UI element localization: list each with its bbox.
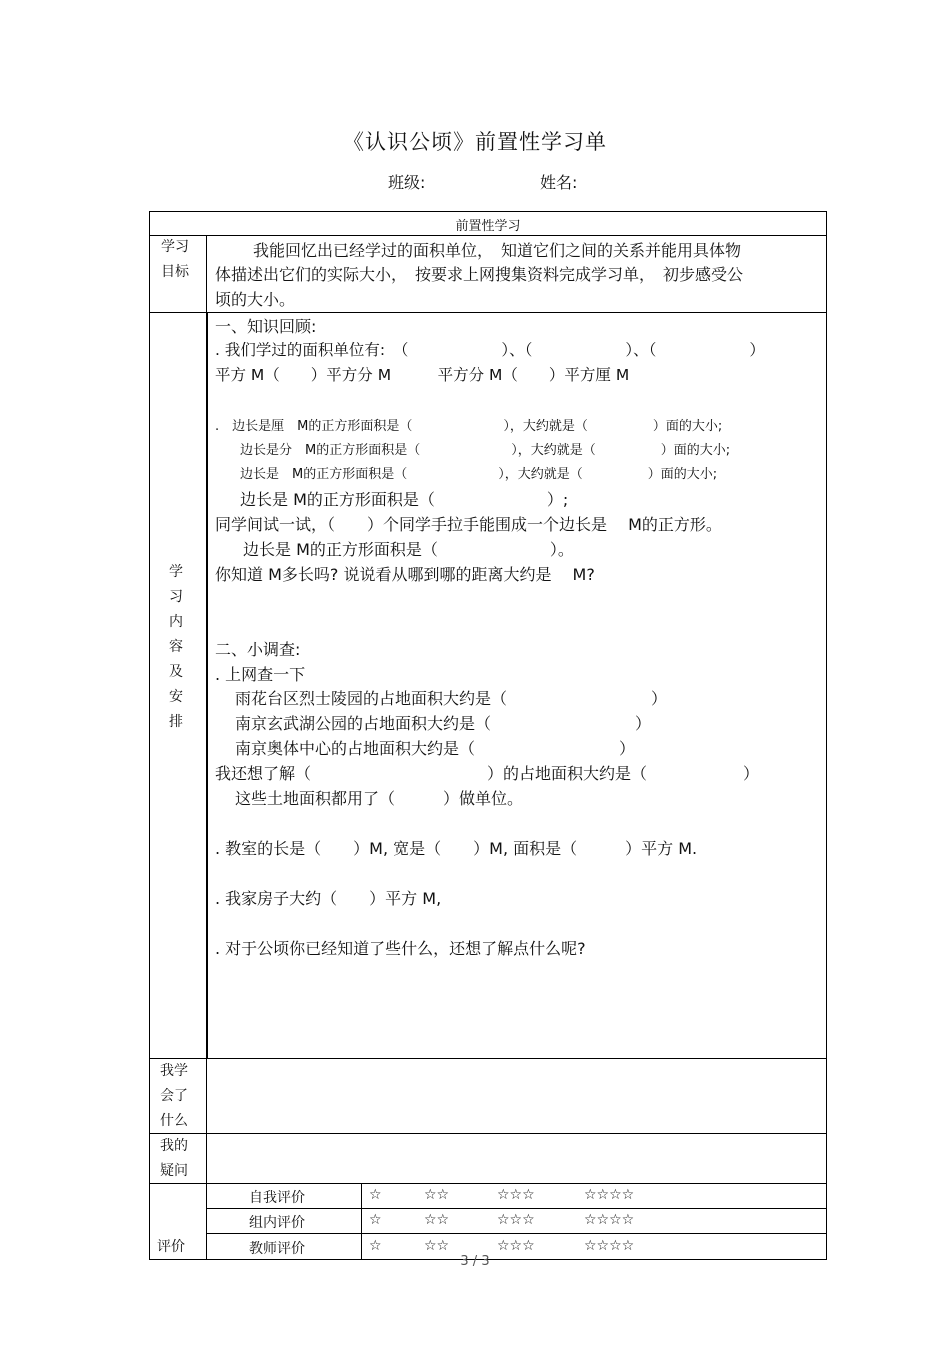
section-heading: 一、知识回顾: [215, 317, 317, 336]
questions-label: 疑问 [160, 1163, 188, 1179]
question-line: . 我家房子大约（ ）平方 M, [215, 889, 442, 908]
learned-label: 我学 [160, 1063, 188, 1079]
star-rating-1[interactable]: ☆ [369, 1238, 382, 1254]
goal-divider [149, 312, 827, 313]
star-rating-2[interactable]: ☆☆ [424, 1212, 450, 1228]
content-label-char: 排 [169, 714, 183, 730]
table-border-top [149, 211, 827, 212]
goal-text-line: 顷的大小。 [215, 290, 296, 309]
eval-row-name: 组内评价 [249, 1215, 305, 1231]
star-rating-3[interactable]: ☆☆☆ [497, 1238, 535, 1254]
questions-divider [149, 1183, 827, 1184]
question-line: 边长是 M的正方形面积是（ ）; [240, 490, 569, 509]
question-line: 平方 M（ ）平方分 M 平方分 M（ ）平方厘 M [215, 366, 630, 384]
content-label-char: 学 [169, 564, 183, 580]
star-rating-1[interactable]: ☆ [369, 1212, 382, 1228]
evaluation-label: 评价 [157, 1239, 185, 1255]
learned-label: 会了 [160, 1088, 188, 1104]
eval-name-column-divider [361, 1183, 362, 1260]
star-rating-1[interactable]: ☆ [369, 1187, 382, 1203]
study-sheet-table [149, 211, 827, 1260]
eval-row-name: 自我评价 [249, 1190, 305, 1206]
question-line: 同学间试一试，（ ）个同学手拉手能围成一个边长是 M的正方形。 [215, 515, 722, 534]
star-rating-3[interactable]: ☆☆☆ [497, 1212, 535, 1228]
question-line: 我还想了解（ ）的占地面积大约是（ ） [215, 764, 760, 783]
class-label: 班级: [388, 173, 426, 192]
eval-row-name: 教师评价 [249, 1241, 305, 1257]
eval-row-divider [206, 1208, 827, 1209]
section-header: 前置性学习 [455, 219, 521, 234]
page-title: 《认识公顷》前置性学习单 [343, 130, 607, 154]
question-line: . 教室的长是（ ）M, 宽是（ ）M, 面积是（ ）平方 M. [215, 839, 698, 858]
question-line: . 对于公顷你已经知道了些什么，还想了解点什么呢? [215, 939, 586, 958]
goal-label: 学习 [161, 239, 189, 255]
table-border-left [149, 211, 150, 1260]
learned-label: 什么 [160, 1113, 188, 1129]
content-label-char: 及 [169, 664, 183, 680]
question-line: . 我们学过的面积单位有: （ ）、（ ）、（ ） [215, 341, 765, 359]
table-border-right [826, 211, 827, 1260]
question-line: 边长是 M的正方形面积是（ ），大约就是（ ）面的大小; [240, 467, 718, 482]
header-divider [149, 235, 827, 236]
question-line: . 上网查一下 [215, 665, 306, 684]
question-line: 南京玄武湖公园的占地面积大约是（ ） [235, 714, 652, 733]
question-line: 南京奥体中心的占地面积大约是（ ） [235, 739, 636, 758]
content-label-char: 内 [169, 614, 183, 630]
question-line: 你知道 M多长吗? 说说看从哪到哪的距离大约是 M? [215, 565, 595, 584]
page-number: 3 / 3 [460, 1254, 490, 1269]
star-rating-4[interactable]: ☆☆☆☆ [584, 1212, 635, 1228]
content-divider [149, 1058, 827, 1059]
content-label-char: 安 [169, 689, 183, 705]
eval-row-divider [206, 1233, 827, 1234]
goal-text-line: 体描述出它们的实际大小， 按要求上网搜集资料完成学习单， 初步感受公 [215, 265, 744, 284]
star-rating-4[interactable]: ☆☆☆☆ [584, 1187, 635, 1203]
question-line: 这些土地面积都用了（ ）做单位。 [235, 789, 524, 808]
goal-text-line: 我能回忆出已经学过的面积单位， 知道它们之间的关系并能用具体物 [253, 241, 742, 260]
question-line: 边长是 M的正方形面积是（ ）。 [243, 540, 574, 559]
content-label-char: 容 [169, 639, 183, 655]
star-rating-2[interactable]: ☆☆ [424, 1187, 450, 1203]
star-rating-3[interactable]: ☆☆☆ [497, 1187, 535, 1203]
star-rating-4[interactable]: ☆☆☆☆ [584, 1238, 635, 1254]
learned-divider [149, 1133, 827, 1134]
name-label: 姓名: [540, 173, 578, 192]
label-column-divider-bold [207, 312, 208, 1059]
questions-label: 我的 [160, 1138, 188, 1154]
goal-label: 目标 [161, 264, 189, 280]
question-line: 边长是分 M的正方形面积是（ ），大约就是（ ）面的大小; [240, 443, 731, 458]
content-label-char: 习 [169, 589, 183, 605]
question-line: 雨花台区烈士陵园的占地面积大约是（ ） [235, 689, 668, 708]
question-line: . 边长是厘 M的正方形面积是（ ），大约就是（ ）面的大小; [215, 419, 723, 434]
star-rating-2[interactable]: ☆☆ [424, 1238, 450, 1254]
section-heading: 二、小调查: [215, 640, 301, 659]
